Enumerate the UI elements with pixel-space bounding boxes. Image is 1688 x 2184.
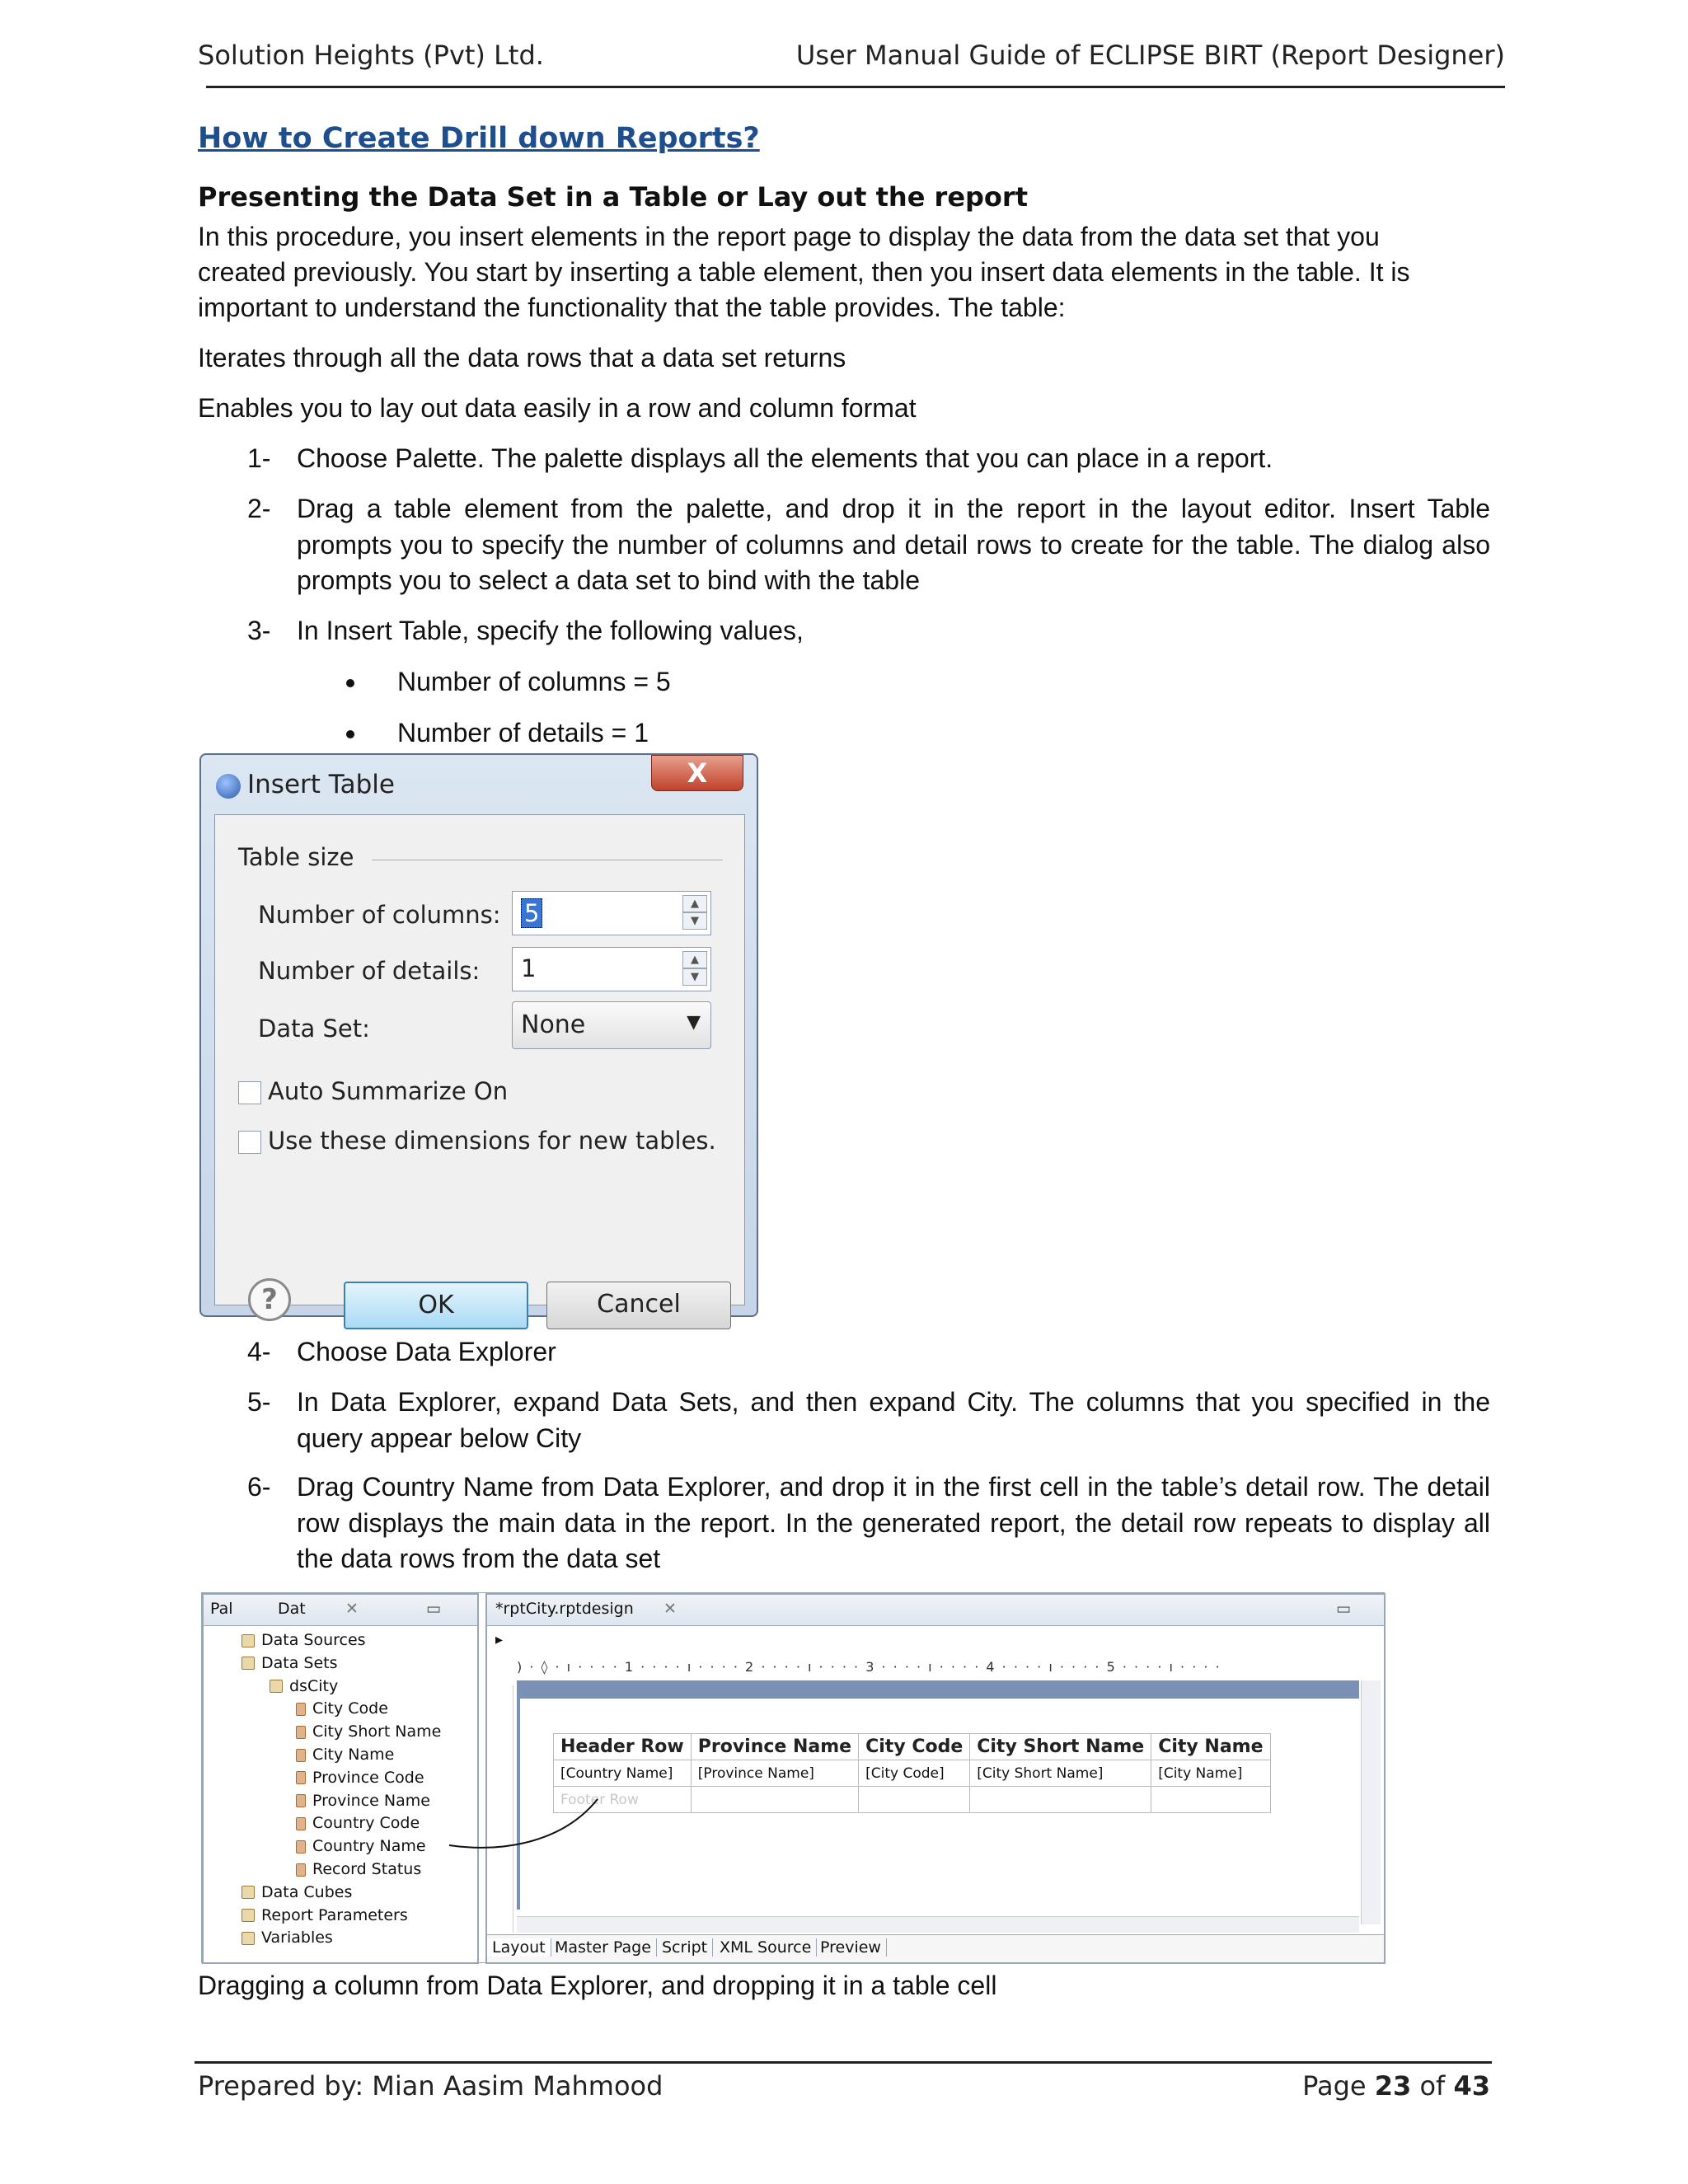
horizontal-ruler: ) · ◊ · ı · · · · 1 · · · · ı · · · · 2 · · · · ı · · · · 3 · · · · ı · · · · 4 · · · · ı · · · · 5 · · · · ı · · · ·	[517, 1659, 1221, 1675]
details-value[interactable]: 1	[521, 954, 537, 982]
tree-item-label: dsCity	[289, 1676, 339, 1695]
bullet-text: Number of columns = 5	[397, 667, 671, 696]
tab-xml-source[interactable]: XML Source	[715, 1938, 817, 1957]
tab-master-page[interactable]: Master Page	[550, 1938, 657, 1957]
stepper-up-icon[interactable]: ▲	[682, 951, 707, 968]
use-dimensions-row[interactable]	[238, 1127, 716, 1155]
dataset-select[interactable]	[512, 1001, 711, 1049]
tree-item-label: Report Parameters	[261, 1905, 408, 1924]
point-iterates: Iterates through all the data rows that a data set returns	[198, 343, 846, 373]
bullet-dot	[346, 679, 354, 687]
dialog-title-bar	[216, 770, 395, 799]
table-cell[interactable]: [City Name]	[1151, 1760, 1270, 1787]
dataset-label: Data Set:	[258, 1015, 370, 1043]
columns-spinner[interactable]	[512, 891, 711, 935]
page-label: Page	[1302, 2070, 1367, 2102]
auto-summarize-row[interactable]	[238, 1077, 508, 1105]
step-number: 1-	[247, 443, 271, 473]
use-dimensions-label: Use these dimensions for new tables.	[268, 1127, 716, 1155]
page-footer	[198, 2070, 1490, 2107]
birt-icon	[216, 774, 241, 799]
insert-table-dialog	[199, 753, 758, 1317]
columns-label: Number of columns:	[258, 901, 501, 929]
step-number: 5-	[247, 1387, 271, 1417]
stepper-down-icon[interactable]: ▼	[682, 912, 707, 930]
bullet-dot	[346, 730, 354, 738]
prepared-by: Prepared by: Mian Aasim Mahmood	[198, 2070, 663, 2102]
header-rule	[206, 86, 1505, 88]
tree-item-label: Data Cubes	[261, 1882, 353, 1901]
table-cell[interactable]: City Name	[1151, 1734, 1270, 1760]
tab-preview[interactable]: Preview	[815, 1938, 887, 1957]
tree-item-label: Data Sources	[261, 1631, 366, 1649]
auto-summarize-label: Auto Summarize On	[268, 1077, 509, 1105]
step-number: 6-	[247, 1472, 271, 1502]
drag-arrow	[202, 1593, 1386, 1964]
subsection-title: Presenting the Data Set in a Table or Lay out the report	[198, 181, 1028, 213]
page-of-label: of	[1419, 2070, 1446, 2102]
cancel-button[interactable]: Cancel	[546, 1282, 731, 1329]
table-cell[interactable]: [City Short Name]	[970, 1760, 1151, 1787]
step-6	[247, 1469, 1490, 1577]
tab-palette[interactable]: Pal	[210, 1600, 233, 1618]
dataset-value: None	[521, 1010, 586, 1039]
company-name: Solution Heights (Pvt) Ltd.	[198, 40, 544, 71]
tree-item-label: City Code	[312, 1699, 388, 1718]
table-cell[interactable]: Province Name	[691, 1734, 858, 1760]
tree-item-label: Country Name	[312, 1837, 426, 1856]
step-number: 4-	[247, 1337, 271, 1366]
ok-button[interactable]: OK	[344, 1282, 528, 1329]
step-text: Drag a table element from the palette, and drop it in the report in the layout editor. Insert Table prompts you to specify the number of columns and detail rows to create for the table. The dialog also prompts you to select a data set to bind with the table	[297, 494, 1490, 595]
chevron-down-icon: ▼	[687, 1012, 701, 1033]
tree-item-label: Record Status	[312, 1860, 422, 1878]
step-number: 3-	[247, 616, 271, 645]
step-4	[247, 1334, 1490, 1371]
bullet-text: Number of details = 1	[397, 718, 649, 748]
use-dimensions-checkbox[interactable]	[238, 1131, 261, 1154]
tab-layout[interactable]: Layout	[487, 1938, 551, 1957]
columns-stepper[interactable]	[682, 895, 707, 931]
eclipse-screenshot	[201, 1592, 1385, 1963]
details-stepper[interactable]	[682, 951, 707, 987]
tree-item-label: Country Code	[312, 1814, 420, 1833]
section-title: How to Create Drill down Reports?	[198, 122, 760, 155]
intro-line-1: In this procedure, you insert elements in the report page to display the data from the data set that you	[198, 222, 1380, 251]
tab-data-explorer[interactable]: Dat	[278, 1600, 306, 1618]
stepper-down-icon[interactable]: ▼	[682, 968, 707, 986]
page-number	[1302, 2070, 1490, 2102]
details-spinner[interactable]	[512, 947, 711, 991]
table-cell[interactable]: Header Row	[554, 1734, 692, 1760]
table-cell[interactable]: [Province Name]	[691, 1760, 858, 1787]
dialog-body	[214, 814, 745, 1319]
play-icon[interactable]: ▸	[495, 1631, 504, 1648]
page-header	[198, 40, 1505, 73]
dialog-title: Insert Table	[247, 770, 395, 799]
table-cell[interactable]: [City Code]	[859, 1760, 970, 1787]
tree-item-label: Data Sets	[261, 1653, 338, 1672]
step-3	[247, 613, 1490, 649]
close-button[interactable]: X	[651, 755, 743, 791]
step-text: In Insert Table, specify the following values,	[297, 616, 804, 645]
minimize-icon[interactable]: ▭	[1336, 1600, 1351, 1618]
tree-item-label: Province Name	[312, 1791, 430, 1810]
table-cell[interactable]: [Country Name]	[554, 1760, 692, 1787]
document-title: User Manual Guide of ECLIPSE BIRT (Report Designer)	[795, 40, 1505, 71]
tab-rptcity-rptdesign[interactable]: *rptCity.rptdesign	[495, 1600, 634, 1618]
figure-caption: Dragging a column from Data Explorer, and dropping it in a table cell	[198, 1971, 997, 2000]
step-1	[247, 441, 1490, 477]
tree-item-label: City Short Name	[312, 1722, 442, 1741]
tree-item-label: City Name	[312, 1746, 395, 1764]
intro-line-2: created previously. You start by inserting a table element, then you insert data elements in the table. It is	[198, 257, 1410, 287]
step-5	[247, 1385, 1490, 1457]
step-2	[247, 491, 1490, 599]
intro-line-3: important to understand the functionality that the table provides. The table:	[198, 293, 1066, 322]
total-pages: 43	[1453, 2070, 1490, 2102]
table-cell[interactable]: City Short Name	[970, 1734, 1151, 1760]
current-page: 23	[1374, 2070, 1412, 2102]
footer-rule	[195, 2061, 1492, 2064]
minimize-icon[interactable]: ▭	[426, 1600, 441, 1618]
step-text: In Data Explorer, expand Data Sets, and then expand City. The columns that you specified in the query appear below City	[297, 1387, 1490, 1453]
step-text: Drag Country Name from Data Explorer, and drop it in the first cell in the table’s detail row. The detail row displays the main data in the report. In the generated report, the detail row repeats to display all the data rows from the data set	[297, 1472, 1490, 1573]
close-icon[interactable]: ✕	[663, 1600, 677, 1618]
step-text: Choose Data Explorer	[297, 1337, 556, 1366]
stepper-up-icon[interactable]: ▲	[682, 895, 707, 912]
close-icon[interactable]: ✕	[345, 1600, 359, 1618]
tree-item-label: Variables	[261, 1929, 333, 1947]
step-number: 2-	[247, 494, 271, 523]
auto-summarize-checkbox[interactable]	[238, 1081, 261, 1104]
tab-script[interactable]: Script	[657, 1938, 713, 1957]
help-icon[interactable]: ?	[248, 1278, 291, 1321]
tree-item-label: Province Code	[312, 1768, 424, 1787]
point-layout: Enables you to lay out data easily in a row and column format	[198, 393, 917, 423]
columns-value[interactable]: 5	[521, 898, 542, 928]
details-label: Number of details:	[258, 957, 481, 985]
table-cell[interactable]: Footer Row	[554, 1787, 692, 1813]
step-text: Choose Palette. The palette displays all the elements that you can place in a report.	[297, 443, 1273, 473]
table-cell[interactable]: City Code	[859, 1734, 970, 1760]
table-size-group-label: Table size	[238, 843, 354, 871]
